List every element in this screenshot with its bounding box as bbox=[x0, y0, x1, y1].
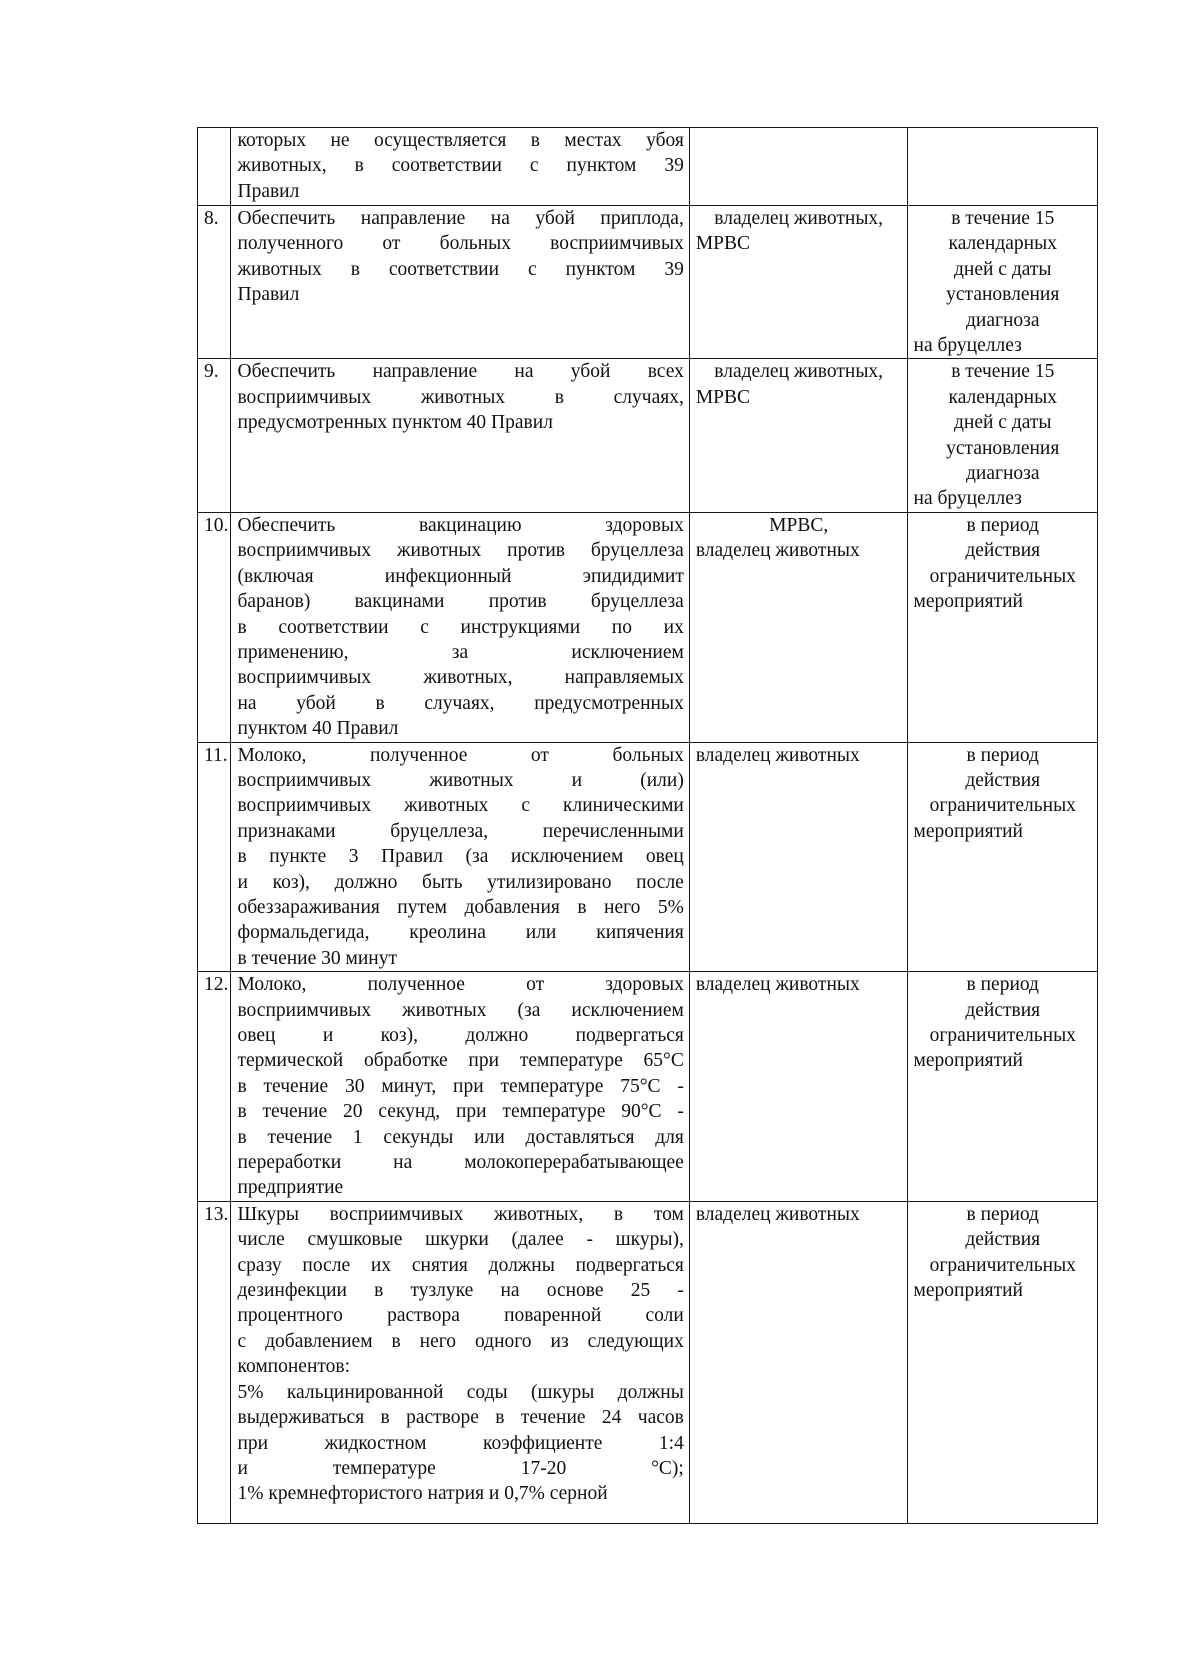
action-cell-line: формальдегида, креолина или кипячения bbox=[237, 922, 684, 944]
responsible-cell-line: МРВС bbox=[695, 386, 751, 408]
responsible-cell bbox=[689, 972, 907, 1202]
row-number: 11. bbox=[198, 742, 231, 972]
action-cell bbox=[231, 206, 689, 359]
action-cell-line: на убой в случаях, предусмотренных bbox=[237, 692, 684, 714]
action-cell-line: Шкуры восприимчивых животных, в том bbox=[237, 1203, 684, 1225]
term-cell-line: в период bbox=[966, 974, 1039, 996]
action-cell-line: восприимчивых животных, направляемых bbox=[237, 667, 684, 689]
action-cell-line: предусмотренных пунктом 40 Правил bbox=[237, 412, 553, 434]
responsible-cell bbox=[689, 1201, 907, 1523]
action-cell-line: восприимчивых животных против бруцеллеза bbox=[237, 540, 684, 562]
action-cell-line: в течение 1 секунды или доставляться для bbox=[237, 1126, 684, 1148]
responsible-cell bbox=[689, 359, 907, 512]
term-cell bbox=[907, 512, 1097, 742]
action-cell-line: процентного раствора поваренной соли bbox=[237, 1305, 684, 1327]
responsible-cell-line: владелец животных bbox=[695, 540, 860, 562]
action-cell bbox=[231, 1201, 689, 1523]
term-cell bbox=[907, 1201, 1097, 1523]
term-cell-line: ограничительных bbox=[929, 565, 1076, 587]
action-cell-line: овец и коз), должно подвергаться bbox=[237, 1025, 684, 1046]
responsible-cell-line: МРВС, bbox=[769, 514, 829, 536]
action-cell-line: в течение 30 минут bbox=[237, 947, 397, 969]
term-cell-line: ограничительных bbox=[929, 1254, 1076, 1276]
action-cell-line: при жидкостном коэффициенте 1:4 bbox=[237, 1432, 684, 1454]
action-cell-line: Обеспечить направление на убой приплода, bbox=[237, 208, 684, 229]
action-cell-line: 1% кремнефтористого натрия и 0,7% серной bbox=[237, 1483, 608, 1505]
term-cell-line: в период bbox=[966, 1203, 1039, 1225]
action-cell bbox=[231, 972, 689, 1202]
responsible-cell-line: владелец животных, bbox=[714, 361, 884, 383]
term-cell bbox=[907, 128, 1097, 206]
term-cell-line: мероприятий bbox=[913, 1050, 1023, 1072]
table-row bbox=[198, 359, 1098, 512]
action-cell-line: пунктом 40 Правил bbox=[237, 718, 399, 740]
term-cell-line: действия bbox=[965, 769, 1041, 791]
table-row bbox=[198, 1201, 1098, 1523]
term-cell-line: мероприятий bbox=[913, 1280, 1023, 1302]
term-cell-line: в период bbox=[966, 744, 1039, 766]
row-number: 10. bbox=[198, 512, 231, 742]
action-cell bbox=[231, 512, 689, 742]
row-number: 12. bbox=[198, 972, 231, 1202]
action-cell-line: Обеспечить направление на убой всех bbox=[237, 361, 684, 383]
term-cell bbox=[907, 359, 1097, 512]
responsible-cell-line: владелец животных bbox=[695, 1203, 860, 1225]
action-cell bbox=[231, 359, 689, 512]
measures-table bbox=[197, 127, 1098, 1524]
action-cell-line: Молоко, полученное от здоровых bbox=[237, 974, 684, 996]
action-cell-line: дезинфекции в тузлуке на основе 25 - bbox=[237, 1280, 684, 1302]
term-cell bbox=[907, 972, 1097, 1202]
term-cell-line: на бруцеллез bbox=[913, 335, 1022, 357]
action-cell-line: и коз), должно быть утилизировано после bbox=[237, 871, 684, 893]
responsible-cell bbox=[689, 742, 907, 972]
action-cell-line: компонентов: bbox=[237, 1356, 351, 1378]
action-cell-line: переработки на молокоперерабатывающее bbox=[237, 1152, 684, 1174]
action-cell-line: восприимчивых животных (за исключением bbox=[237, 999, 684, 1021]
term-cell-line: календарных bbox=[948, 386, 1057, 408]
table-row bbox=[198, 512, 1098, 742]
action-cell-line: признаками бруцеллеза, перечисленными bbox=[237, 820, 684, 842]
action-cell-line: Правил bbox=[237, 180, 300, 202]
action-cell-line: обеззараживания путем добавления в него 5% bbox=[237, 896, 684, 918]
action-cell-line: животных, в соответствии с пунктом 39 bbox=[237, 155, 684, 177]
responsible-cell bbox=[689, 206, 907, 359]
action-cell-line: восприимчивых животных в случаях, bbox=[237, 386, 684, 408]
term-cell-line: ограничительных bbox=[929, 1025, 1076, 1046]
responsible-cell-line: владелец животных bbox=[695, 744, 860, 766]
term-cell-line: в период bbox=[966, 514, 1039, 536]
term-cell-line: дней с даты bbox=[953, 412, 1052, 434]
action-cell-line: применению, за исключением bbox=[237, 641, 684, 663]
term-cell-line: диагноза bbox=[965, 463, 1040, 485]
action-cell-line: Правил bbox=[237, 284, 300, 306]
term-cell-line: диагноза bbox=[965, 309, 1040, 331]
row-number bbox=[198, 128, 231, 206]
action-cell bbox=[231, 742, 689, 972]
row-number: 9. bbox=[198, 359, 231, 512]
action-cell-line: Обеспечить вакцинацию здоровых bbox=[237, 514, 684, 536]
responsible-cell-line: МРВС bbox=[695, 233, 751, 255]
responsible-cell-line: владелец животных, bbox=[714, 208, 884, 229]
row-number: 13. bbox=[198, 1201, 231, 1523]
responsible-cell-line: владелец животных bbox=[695, 974, 860, 996]
action-cell-line: числе смушковые шкурки (далее - шкуры), bbox=[237, 1229, 684, 1251]
action-cell-line: и температуре 17-20 °С); bbox=[237, 1457, 684, 1479]
action-cell-line: в пункте 3 Правил (за исключением овец bbox=[237, 846, 684, 868]
row-number: 8. bbox=[198, 206, 231, 359]
action-cell-line: выдерживаться в растворе в течение 24 часов bbox=[237, 1407, 684, 1429]
term-cell-line: на бруцеллез bbox=[913, 488, 1022, 510]
action-cell-line: баранов) вакцинами против бруцеллеза bbox=[237, 591, 684, 613]
action-cell-line: которых не осуществляется в местах убоя bbox=[237, 130, 684, 151]
action-cell-line: сразу после их снятия должны подвергаться bbox=[237, 1254, 684, 1276]
term-cell-line: действия bbox=[965, 1229, 1041, 1251]
term-cell-line: установления bbox=[946, 437, 1060, 459]
responsible-cell bbox=[689, 512, 907, 742]
action-cell-line: восприимчивых животных с клиническими bbox=[237, 795, 684, 817]
term-cell-line: дней с даты bbox=[953, 258, 1052, 280]
table-row bbox=[198, 128, 1098, 206]
action-cell-line: в течение 30 минут, при температуре 75°С - bbox=[237, 1075, 684, 1097]
table-row bbox=[198, 972, 1098, 1202]
term-cell-line: календарных bbox=[948, 233, 1057, 255]
action-cell-line: 5% кальцинированной соды (шкуры должны bbox=[237, 1381, 684, 1403]
action-cell-line: с добавлением в него одного из следующих bbox=[237, 1330, 684, 1352]
action-cell-line: предприятие bbox=[237, 1177, 344, 1199]
term-cell-line: мероприятий bbox=[913, 591, 1023, 613]
table-row bbox=[198, 206, 1098, 359]
term-cell bbox=[907, 206, 1097, 359]
term-cell-line: действия bbox=[965, 999, 1041, 1021]
term-cell bbox=[907, 742, 1097, 972]
term-cell-line: ограничительных bbox=[929, 795, 1076, 817]
action-cell bbox=[231, 128, 689, 206]
action-cell-line: животных в соответствии с пунктом 39 bbox=[237, 258, 684, 280]
term-cell-line: установления bbox=[946, 284, 1060, 306]
action-cell-line: полученного от больных восприимчивых bbox=[237, 233, 684, 255]
table-row bbox=[198, 742, 1098, 972]
term-cell-line: мероприятий bbox=[913, 820, 1023, 842]
action-cell-line: в соответствии с инструкциями по их bbox=[237, 616, 684, 638]
measures-table-body bbox=[198, 128, 1098, 1524]
term-cell-line: в течение 15 bbox=[951, 361, 1055, 383]
action-cell-line: в течение 20 секунд, при температуре 90°С - bbox=[237, 1101, 684, 1123]
responsible-cell bbox=[689, 128, 907, 206]
action-cell-line: Молоко, полученное от больных bbox=[237, 744, 684, 766]
term-cell-line: в течение 15 bbox=[951, 208, 1055, 229]
action-cell-line: восприимчивых животных и (или) bbox=[237, 769, 684, 791]
action-cell-line: (включая инфекционный эпидидимит bbox=[237, 565, 684, 587]
term-cell-line: действия bbox=[965, 540, 1041, 562]
action-cell-line: термической обработке при температуре 65°С bbox=[237, 1050, 684, 1072]
